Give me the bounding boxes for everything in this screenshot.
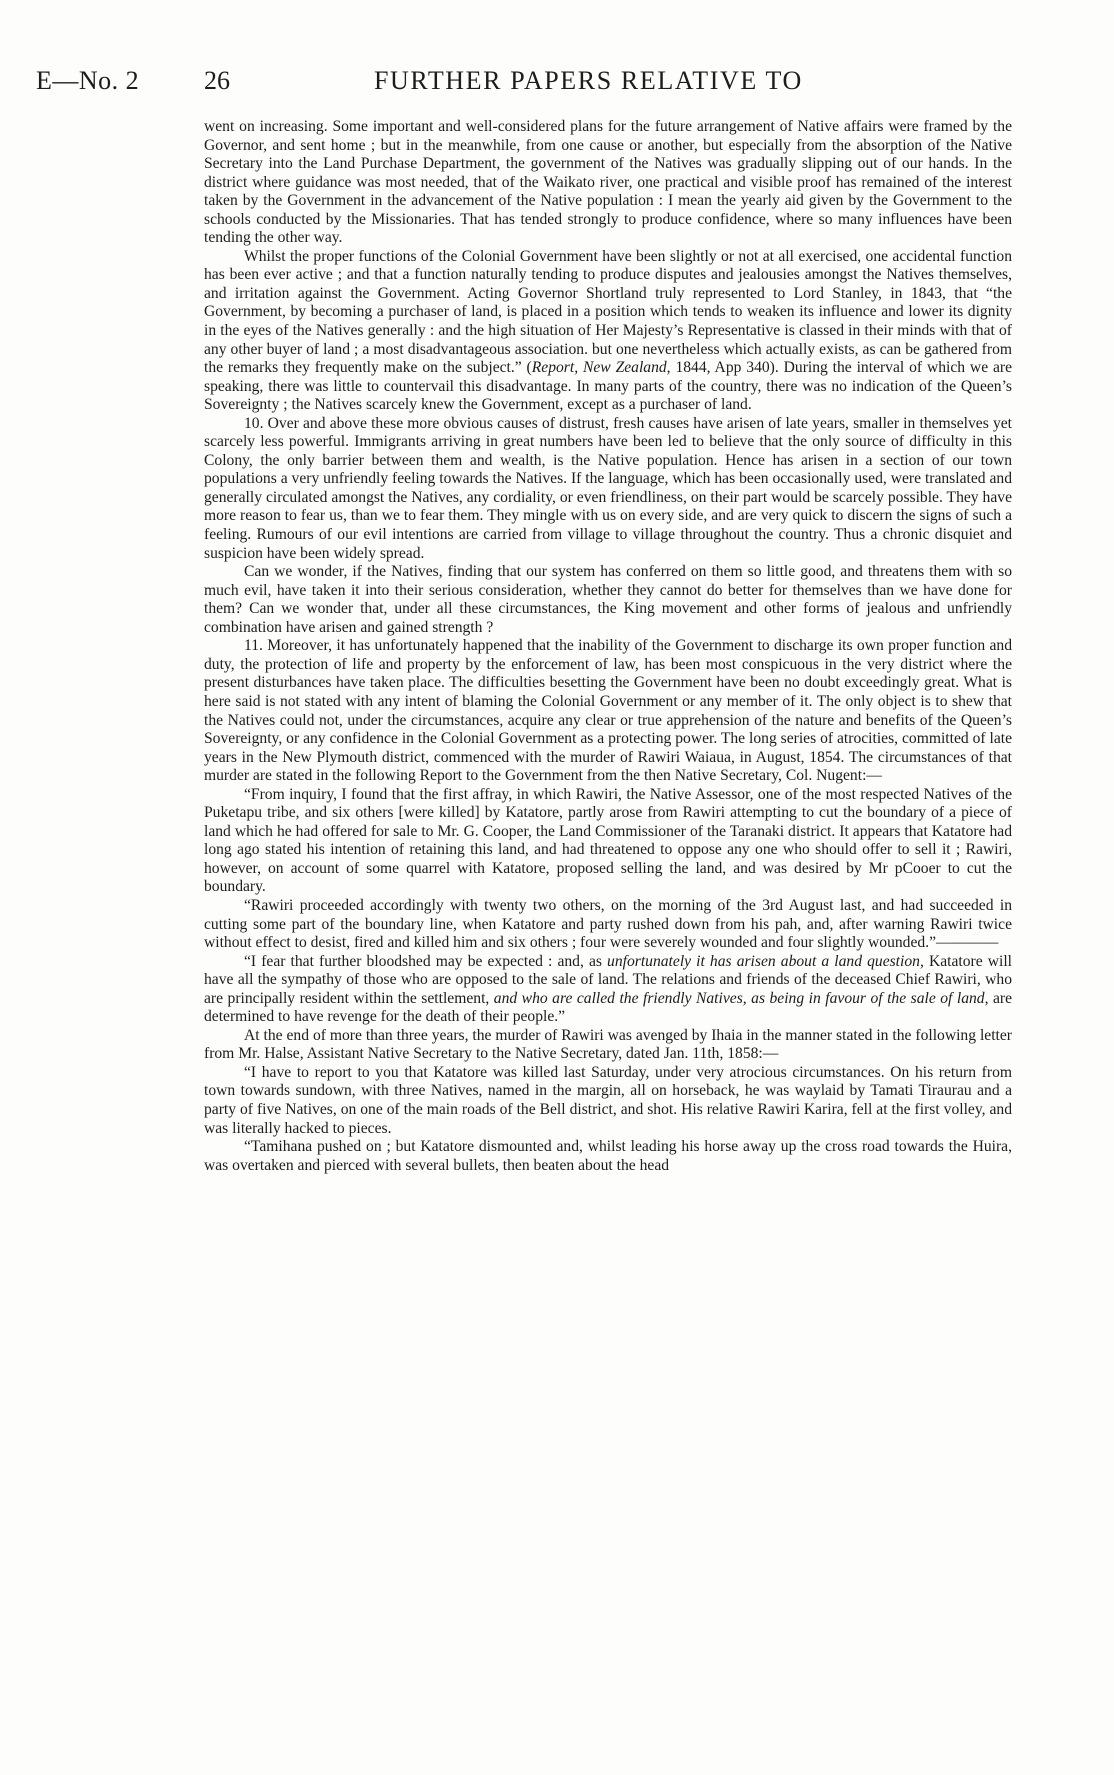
quoted-paragraph: “Rawiri proceeded accordingly with twenty two others, on the morning of the 3rd August last, and had succeeded in cutting some part of the boundary line, when Katatore and party rushed down from his pah, and, after warning Rawiri twice without effect to desist, fired and killed him and six others ; four were severely wounded and four slightly wounded.”————	[204, 896, 1012, 952]
page-header	[0, 66, 1114, 106]
emphasis-italic: unfortunately it has arisen about a land question,	[607, 952, 924, 970]
paragraph	[204, 248, 1012, 415]
document-reference: E—No. 2	[36, 66, 140, 95]
paragraph: At the end of more than three years, the murder of Rawiri was avenged by Ihaia in the manner stated in the following letter from Mr. Halse, Assistant Native Secretary to the Native Secretary, dated Jan. 11th, 1858:—	[204, 1026, 1012, 1063]
paragraph: went on increasing. Some important and well-considered plans for the future arrangement of Native affairs were framed by the Governor, and sent home ; but in the meanwhile, from one cause or another, but especially from the absorption of the Native Secretary into the Land Purchase Department, the government of the Natives was gradually slipping out of our hands. In the district where guidance was most needed, that of the Waikato river, one practical and visible proof has remained of the interest taken by the Government in the advancement of the Native population : I mean the yearly aid given by the Government to the schools conducted by the Missionaries. That has tended strongly to produce confidence, where so many influences have been tending the other way.	[204, 118, 1012, 247]
running-title: FURTHER PAPERS RELATIVE TO	[374, 66, 803, 95]
quoted-paragraph	[204, 953, 1012, 1027]
body-text	[204, 118, 1012, 1175]
quoted-paragraph: “From inquiry, I found that the first affray, in which Rawiri, the Native Assessor, one of the most respected Natives of the Puketapu tribe, and six others [were killed] by Katatore, partly arose from Rawiri attempting to cut the boundary of a piece of land which he had offered for sale to Mr. G. Cooper, the Land Commissioner of the Taranaki district. It appears that Katatore had long ago stated his intention of retaining this land, and had threatened to oppose any one who should offer to sell it ; Rawiri, however, on account of some quarrel with Katatore, proposed selling the land, and was desired by Mr pCooer to cut the boundary.	[204, 785, 1012, 896]
citation-italic: Report, New Zealand,	[531, 359, 671, 377]
paragraph: 11. Moreover, it has unfortunately happened that the inability of the Government to discharge its own proper function and duty, the protection of life and property by the enforcement of law, has been most conspicuous in the very district where the present disturbances have taken place. The difficulties besetting the Government have been no doubt exceedingly great. What is here said is not stated with any intent of blaming the Colonial Government or any member of it. The only object is to shew that the Natives could not, under the circumstances, acquire any clear or true apprehension of the nature and benefits of the Queen’s Sovereignty, or any confidence in the Colonial Government as a protecting power. The long series of atrocities, committed of late years in the New Plymouth district, commenced with the murder of Rawiri Waiaua, in August, 1854. The circumstances of that murder are stated in the following Report to the Government from the then Native Secretary, Col. Nugent:—	[204, 637, 1012, 785]
page-number: 26	[204, 66, 230, 95]
emphasis-italic: and who are called the friendly Natives, as being in favour of the sale of land,	[493, 989, 989, 1007]
paragraph-text: are determined to have revenge for the death of their people.”	[204, 989, 1013, 1026]
paragraph-text: “I fear that further bloodshed may be expected : and, as	[244, 952, 608, 970]
quoted-paragraph: “Tamihana pushed on ; but Katatore dismounted and, whilst leading his horse away up the cross road towards the Huira, was overtaken and pierced with several bullets, then beaten about the head	[204, 1138, 1012, 1174]
paragraph-text: Katatore will have all the sympathy of those who are opposed to the sale of land. The relations and friends of the deceased Chief Rawiri, who are principally resident within the settlement,	[204, 952, 1012, 1007]
paragraph: 10. Over and above these more obvious causes of distrust, fresh causes have arisen of late years, smaller in themselves yet scarcely less powerful. Immigrants arriving in great numbers have been led to believe that the only source of difficulty in this Colony, the only barrier between them and wealth, is the Native population. Hence has arisen in a section of our town populations a very unfriendly feeling towards the Natives. If the language, which has been occasionally used, were translated and generally circulated amongst the Natives, any cordiality, or even friendliness, on their part would be scarcely possible. They have more reason to fear us, than we to fear them. They mingle with us on every side, and are very quick to discern the signs of such a feeling. Rumours of our evil intentions are carried from village to village throughout the country. Thus a chronic disquiet and suspicion have been widely spread.	[204, 414, 1012, 562]
paragraph-text: 1844, App 340). During the interval of which we are speaking, there was little to countervail this disadvantage. In many parts of the country, there was no indication of the Queen’s Sovereignty ; the Natives scarcely knew the Government, except as a purchaser of land.	[204, 359, 1013, 414]
paragraph: Can we wonder, if the Natives, finding that our system has conferred on them so little good, and threatens them with so much evil, have taken it into their serious consideration, whether they cannot do better for themselves than we have done for them? Can we wonder that, under all these circumstances, the King movement and other forms of jealous and unfriendly combination have arisen and gained strength ?	[204, 563, 1012, 636]
quoted-paragraph: “I have to report to you that Katatore was killed last Saturday, under very atrocious circumstances. On his return from town towards sundown, with three Natives, named in the margin, all on horseback, he was waylaid by Tamati Tiraurau and a party of five Natives, on one of the main roads of the Bell district, and shot. His relative Rawiri Karira, fell at the first volley, and was literally hacked to pieces.	[204, 1063, 1012, 1137]
paragraph-text: Whilst the proper functions of the Colonial Government have been slightly or not at all exercised, one accidental function has been ever active ; and that a function naturally tending to produce disputes and jealousies amongst the Natives themselves, and irritation against the Government. Acting Governor Shortland truly represented to Lord Stanley, in 1843, that “the Government, by becoming a purchaser of land, is placed in a position which tends to weaken its influence and lower its dignity in the eyes of the Natives generally : and the high situation of Her Majesty’s Representative is classed in their minds with that of any other buyer of land ; a most disadvantageous association. but one nevertheless which actually exists, as can be gathered from the remarks they frequently make on the subject.” (	[204, 247, 1012, 377]
